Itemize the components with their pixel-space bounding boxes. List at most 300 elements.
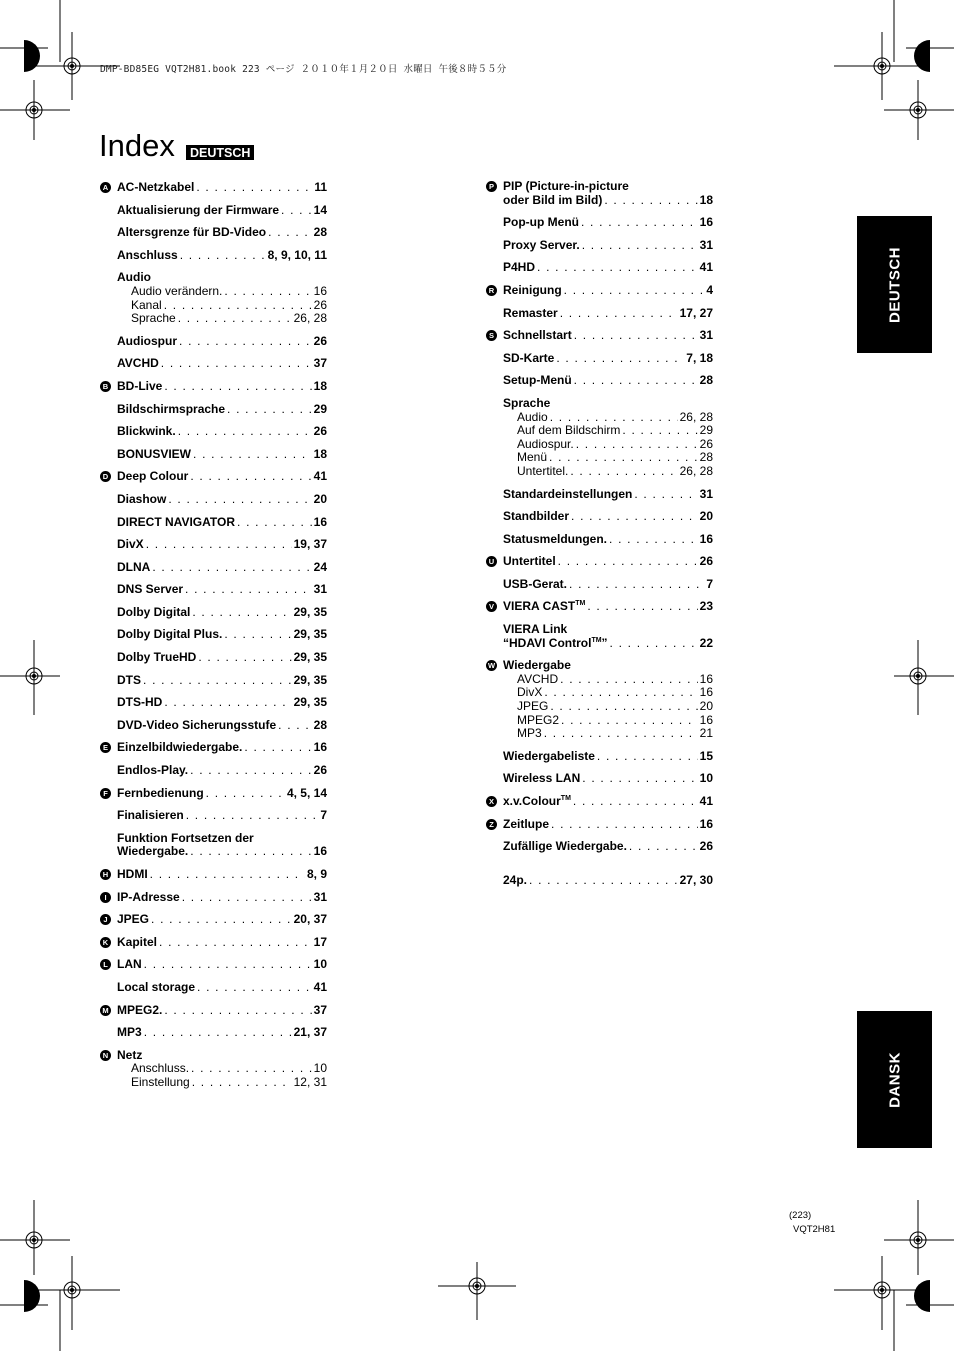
index-entry — [100, 249, 327, 263]
page-reference: 4, 5, 14 — [286, 785, 327, 800]
section-letter-icon: E — [100, 742, 111, 753]
index-term — [117, 958, 142, 972]
page-reference: 41 — [699, 260, 713, 275]
index-row — [117, 357, 327, 371]
index-row — [517, 686, 713, 700]
dot-leader — [197, 981, 312, 995]
index-term-text: Anschluss — [117, 247, 178, 262]
index-term-text: BONUSVIEW — [117, 446, 192, 461]
page-reference: 29 — [699, 423, 713, 438]
index-term-text: IP-Adresse — [117, 889, 180, 904]
index-heading: Audio — [117, 270, 151, 285]
index-term — [117, 561, 150, 575]
index-row — [517, 673, 713, 687]
dot-leader — [159, 936, 312, 950]
dot-leader — [206, 787, 285, 801]
index-term — [117, 868, 148, 882]
page-reference: 28 — [699, 450, 713, 465]
dot-leader — [544, 686, 697, 700]
page-reference: 28 — [313, 225, 327, 240]
page-reference: 29, 35 — [293, 672, 327, 687]
index-entry — [486, 874, 713, 888]
dot-leader — [587, 600, 697, 614]
index-row — [503, 510, 713, 524]
dot-leader — [569, 578, 704, 592]
page-reference: 16 — [313, 740, 327, 755]
index-term-text: Einstellung — [131, 1074, 190, 1089]
index-row — [503, 637, 713, 651]
dot-leader — [529, 874, 678, 888]
index-term-text: Remaster — [503, 305, 558, 320]
page-reference: 28 — [313, 717, 327, 732]
index-term-text: JPEG — [117, 912, 150, 927]
index-row — [117, 425, 327, 439]
section-letter-icon: R — [486, 285, 497, 296]
page-reference: 20 — [699, 509, 713, 524]
section-letter-icon: Z — [486, 819, 497, 830]
page-reference: 26 — [313, 763, 327, 778]
index-entry — [100, 204, 327, 218]
page-reference: 26 — [699, 554, 713, 569]
index-term-text: DTS-HD — [117, 695, 163, 710]
index-row — [117, 981, 327, 995]
dot-leader — [549, 451, 698, 465]
index-entry — [486, 818, 713, 832]
page-reference: 26, 28 — [679, 409, 713, 424]
index-subentries — [117, 1062, 327, 1089]
page-reference: 20 — [313, 491, 327, 506]
index-entry — [100, 380, 327, 394]
index-term — [117, 516, 235, 530]
index-term-text: DNS Server — [117, 582, 184, 597]
index-term — [117, 249, 178, 263]
index-term — [117, 1026, 142, 1040]
index-term — [503, 488, 632, 502]
page-reference: 29, 35 — [293, 650, 327, 665]
index-heading: PIP (Picture-in-picture — [503, 179, 629, 193]
index-entry — [100, 764, 327, 778]
index-term — [503, 874, 527, 888]
index-row — [503, 555, 713, 569]
section-letter-icon: M — [100, 1005, 111, 1016]
index-entry — [100, 1026, 327, 1040]
index-term — [117, 538, 144, 552]
index-term — [117, 606, 190, 620]
section-letter-icon: D — [100, 471, 111, 482]
index-term-text: Finalisieren — [117, 808, 184, 823]
index-term — [503, 555, 556, 569]
index-term-text: USB-Gerat. — [503, 576, 568, 591]
index-row — [117, 606, 327, 620]
index-term — [117, 891, 180, 905]
index-term-text: Dolby TrueHD — [117, 650, 197, 665]
dot-leader — [193, 448, 312, 462]
index-term-text: DIRECT NAVIGATOR — [117, 514, 236, 529]
dot-leader — [168, 493, 311, 507]
index-entry — [100, 719, 327, 733]
index-term-text: Dolby Digital Plus. — [117, 627, 223, 642]
page-reference: 16 — [699, 685, 713, 700]
index-term-text: Pop-up Menü — [503, 215, 579, 230]
page-reference: 12, 31 — [293, 1074, 327, 1089]
index-term-text: Fernbedienung — [117, 785, 204, 800]
index-row — [117, 380, 327, 394]
index-entry — [486, 555, 713, 569]
index-entry — [100, 651, 327, 665]
section-letter-icon: I — [100, 892, 111, 903]
page-reference: 18 — [313, 446, 327, 461]
index-entry — [486, 352, 713, 366]
index-term — [517, 700, 548, 714]
page-reference: 26, 28 — [679, 463, 713, 478]
dot-leader — [192, 1076, 292, 1090]
section-letter-icon: F — [100, 788, 111, 799]
page-reference: 37 — [313, 356, 327, 371]
index-term-text: DTS — [117, 672, 141, 687]
index-row — [117, 809, 327, 823]
page-reference: 31 — [699, 237, 713, 252]
page-reference: 29, 35 — [293, 695, 327, 710]
index-term — [517, 714, 559, 728]
dot-leader — [164, 696, 291, 710]
index-row — [517, 700, 713, 714]
index-row — [117, 891, 327, 905]
index-entry — [100, 357, 327, 371]
index-term-text: Kanal — [131, 297, 162, 312]
page-reference: 17 — [313, 934, 327, 949]
index-term-text: Audio — [517, 409, 548, 424]
dot-leader — [144, 958, 312, 972]
dot-leader — [537, 261, 698, 275]
dot-leader — [151, 913, 292, 927]
dot-leader — [551, 818, 698, 832]
index-term-text: Zeitlupe — [503, 816, 550, 831]
index-term — [503, 307, 558, 321]
page-reference: 16 — [699, 531, 713, 546]
page-reference: 18 — [313, 378, 327, 393]
index-column-right — [486, 180, 713, 896]
index-row — [131, 1076, 327, 1090]
index-row — [503, 795, 713, 809]
index-term-text: P4HD — [503, 260, 536, 275]
index-term — [503, 840, 627, 854]
index-term — [117, 470, 188, 484]
index-term-text: Wireless LAN — [503, 771, 581, 786]
page-reference: 16 — [699, 215, 713, 230]
dot-leader — [581, 216, 698, 230]
index-term-text: Reinigung — [503, 282, 562, 297]
index-term — [517, 686, 542, 700]
dot-leader — [143, 674, 292, 688]
index-entry — [100, 696, 327, 710]
page-reference: 20 — [699, 699, 713, 714]
index-row — [117, 1026, 327, 1040]
index-term-text: Audio verändern. — [131, 283, 223, 298]
index-term-text: x.v.Colour — [503, 794, 561, 808]
document-code: VQT2H81 — [793, 1224, 836, 1235]
index-term — [117, 674, 141, 688]
page-reference: 26 — [313, 333, 327, 348]
index-term-text: MP3 — [117, 1025, 142, 1040]
index-term — [117, 335, 177, 349]
index-row — [117, 561, 327, 575]
index-row — [503, 284, 713, 298]
index-term-text: BD-Live — [117, 378, 163, 393]
page-reference: 7 — [320, 808, 327, 823]
page-reference: 31 — [313, 582, 327, 597]
page-reference: 10 — [313, 1061, 327, 1076]
index-row — [517, 465, 713, 479]
index-entry — [100, 913, 327, 927]
index-row — [503, 329, 713, 343]
index-row — [117, 868, 327, 882]
trademark-mark: TM — [591, 636, 602, 644]
dot-leader — [180, 249, 266, 263]
index-term-text: Wiedergabeliste — [503, 748, 595, 763]
index-term — [117, 809, 184, 823]
index-heading: Wiedergabe — [503, 658, 571, 673]
index-entry — [486, 772, 713, 786]
index-term — [517, 673, 558, 687]
index-term — [117, 380, 162, 394]
dot-leader — [609, 533, 698, 547]
index-entry — [486, 659, 713, 741]
dot-leader — [198, 651, 291, 665]
index-row — [503, 840, 713, 854]
index-row — [131, 299, 327, 313]
index-term-text: Untertitel. — [517, 463, 569, 478]
index-entry — [100, 538, 327, 552]
index-term — [117, 981, 195, 995]
index-row — [117, 764, 327, 778]
index-entry — [100, 583, 327, 597]
index-entry — [486, 284, 713, 298]
page-reference: 4 — [706, 282, 713, 297]
index-entry — [100, 868, 327, 882]
dot-leader — [244, 741, 311, 755]
index-entry — [100, 981, 327, 995]
index-row — [117, 226, 327, 240]
index-row — [117, 674, 327, 688]
index-row — [117, 470, 327, 484]
index-subentries — [503, 673, 713, 741]
index-entry — [100, 674, 327, 688]
side-tab-label: DANSK — [886, 1051, 903, 1108]
index-term — [503, 374, 572, 388]
page-reference: 26 — [313, 424, 327, 439]
index-entry — [486, 329, 713, 343]
section-letter-icon: L — [100, 959, 111, 970]
index-row — [517, 411, 713, 425]
page-reference: 27, 30 — [679, 872, 713, 887]
page-reference: 7 — [706, 576, 713, 591]
index-term-text: Audiospur. — [517, 436, 574, 451]
index-term-text: Endlos-Play. — [117, 763, 189, 778]
dot-leader — [179, 335, 312, 349]
index-entry — [100, 832, 327, 859]
page-reference: 16 — [313, 283, 327, 298]
page-reference: 14 — [313, 202, 327, 217]
index-row — [131, 1062, 327, 1076]
index-term — [117, 913, 149, 927]
index-term-text: DLNA — [117, 559, 151, 574]
dot-leader — [164, 299, 312, 313]
index-entry — [100, 561, 327, 575]
index-term-text: Aktualisierung der Firmware — [117, 202, 280, 217]
dot-leader — [576, 438, 698, 452]
index-entry — [100, 403, 327, 417]
dot-leader — [146, 538, 292, 552]
index-row — [503, 352, 713, 366]
dot-leader — [550, 411, 678, 425]
index-term — [117, 583, 183, 597]
dot-leader — [550, 700, 697, 714]
index-term — [117, 787, 204, 801]
index-entry — [486, 397, 713, 479]
page-reference: 22 — [699, 635, 713, 650]
trademark-mark: TM — [575, 600, 586, 608]
index-term — [117, 719, 276, 733]
index-term-text: Anschluss. — [131, 1061, 190, 1076]
index-term-text: Diashow — [117, 491, 167, 506]
dot-leader — [224, 285, 311, 299]
index-term-text: Standardeinstellungen — [503, 486, 633, 501]
index-row — [517, 424, 713, 438]
index-entry — [100, 226, 327, 240]
index-row — [117, 845, 327, 859]
index-term — [503, 329, 572, 343]
index-term — [117, 448, 191, 462]
index-term — [117, 1004, 162, 1018]
index-term-text: AVCHD — [117, 356, 159, 371]
dot-leader — [610, 637, 698, 651]
index-entry — [100, 606, 327, 620]
index-term-text: Dolby Digital — [117, 604, 191, 619]
dot-leader — [570, 465, 677, 479]
index-entry — [100, 958, 327, 972]
page-reference: 29, 35 — [293, 604, 327, 619]
dot-leader — [573, 795, 698, 809]
dot-leader — [574, 329, 698, 343]
index-row — [117, 628, 327, 642]
index-term — [503, 239, 580, 253]
index-term — [503, 795, 571, 809]
index-term-text: Setup-Menü — [503, 373, 572, 388]
index-entry — [486, 261, 713, 275]
index-row — [517, 727, 713, 741]
index-row — [117, 583, 327, 597]
index-entry — [100, 1004, 327, 1018]
dot-leader — [597, 750, 698, 764]
index-term — [517, 465, 568, 479]
index-term — [517, 411, 548, 425]
index-term — [117, 696, 162, 710]
index-heading: Sprache — [503, 395, 551, 410]
dot-leader — [604, 194, 697, 208]
index-term — [517, 438, 574, 452]
closing-quote: ” — [601, 635, 608, 650]
dot-leader — [161, 357, 312, 371]
index-term — [117, 764, 188, 778]
index-heading: Netz — [117, 1047, 143, 1062]
index-heading: VIERA Link — [503, 622, 568, 637]
index-term-text: Statusmeldungen. — [503, 531, 608, 546]
dot-leader — [622, 424, 697, 438]
dot-leader — [164, 1004, 311, 1018]
index-term — [517, 727, 542, 741]
index-term — [503, 600, 585, 614]
index-row — [503, 239, 713, 253]
index-row — [503, 488, 713, 502]
index-term — [517, 451, 547, 465]
index-row — [503, 578, 713, 592]
print-header-line: DMP-BD85EG VQT2H81.book 223 ページ ２０１０年１月２０日 水曜日 午後８時５５分 — [100, 64, 507, 75]
index-term-text: Untertitel — [503, 554, 556, 569]
index-term-text: AVCHD — [517, 671, 559, 686]
page-reference: 26, 28 — [293, 311, 327, 326]
index-row — [503, 374, 713, 388]
index-term-text: Kapitel — [117, 934, 158, 949]
index-row — [117, 403, 327, 417]
page-reference: 15 — [699, 748, 713, 763]
page-reference: 23 — [699, 599, 713, 614]
dot-leader — [560, 307, 678, 321]
index-term — [117, 425, 176, 439]
index-row — [503, 600, 713, 614]
section-letter-icon: N — [100, 1050, 111, 1061]
index-term-text: Bildschirmsprache — [117, 401, 226, 416]
index-term — [503, 533, 607, 547]
index-term-text: “HDAVI Control — [503, 635, 592, 650]
index-row — [503, 307, 713, 321]
index-entry — [100, 470, 327, 484]
index-entry — [100, 335, 327, 349]
dot-leader — [190, 845, 311, 859]
index-term-text: MPEG2. — [117, 1002, 163, 1017]
index-row — [117, 913, 327, 927]
index-row — [517, 714, 713, 728]
index-term — [503, 750, 595, 764]
index-term — [117, 651, 196, 665]
index-row — [117, 493, 327, 507]
page-title: Index — [99, 128, 175, 163]
dot-leader — [152, 561, 311, 575]
page-reference: 29, 35 — [293, 627, 327, 642]
index-row — [117, 249, 327, 263]
index-row — [517, 451, 713, 465]
index-entry — [486, 239, 713, 253]
index-term — [117, 741, 242, 755]
page-reference: 16 — [699, 671, 713, 686]
dot-leader — [558, 555, 698, 569]
page-reference: 26 — [699, 839, 713, 854]
dot-leader — [191, 1062, 312, 1076]
index-term — [117, 181, 194, 195]
dot-leader — [634, 488, 697, 502]
index-term — [117, 403, 225, 417]
index-term-text: SD-Karte — [503, 350, 555, 365]
dot-leader — [582, 239, 698, 253]
page-reference: 31 — [313, 889, 327, 904]
side-tab-dansk — [857, 1011, 932, 1148]
index-entry — [100, 1049, 327, 1090]
index-term-text: oder Bild im Bild) — [503, 192, 603, 207]
index-row — [117, 651, 327, 665]
page-reference: 29 — [313, 401, 327, 416]
index-entry — [486, 623, 713, 650]
index-entry — [100, 448, 327, 462]
index-term — [517, 424, 620, 438]
